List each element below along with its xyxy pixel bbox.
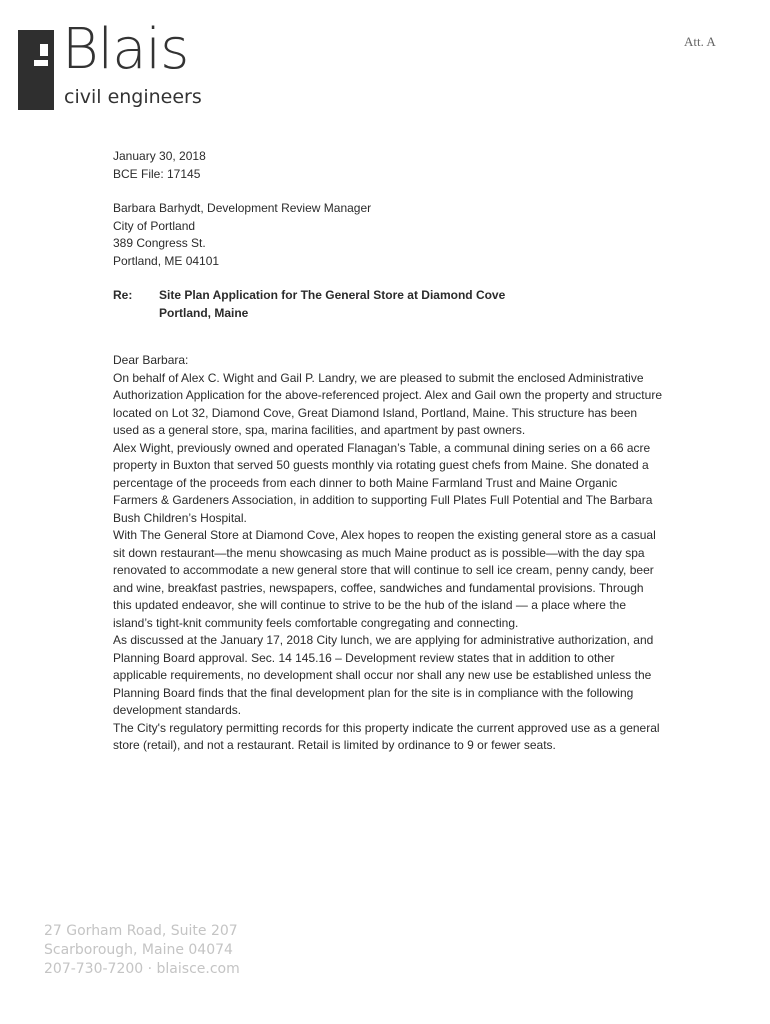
paragraph: As discussed at the January 17, 2018 City lunch, we are applying for administrative authorization, and Planning Board approval. Sec. 14 145.16 – Development review states that in addition to other applicable requirements, no development shall occur nor shall any new use be established unless the Planning Board finds that the final development plan for the site is in compliance with the following development standards. <box>113 633 654 717</box>
letter-body <box>113 148 663 755</box>
paragraph: Alex Wight, previously owned and operated Flanagan’s Table, a communal dining series on a 66 acre property in Buxton that served 50 guests monthly via rotating guest chefs from Maine. She donated a percentage of the proceeds from each dinner to both Maine Farmland Trust and Maine Organic Farmers & Gardeners Association, in addition to supporting Full Plates Full Potential and The Barbara Bush Children’s Hospital. <box>113 440 653 525</box>
footer-address <box>44 922 240 979</box>
logo-mark-icon <box>18 30 54 110</box>
footer-city: Scarborough, Maine 04074 <box>44 942 233 958</box>
date-block <box>113 148 663 183</box>
re-label: Re: <box>113 288 133 302</box>
recipient-line: City of Portland <box>113 218 196 233</box>
subject-title: Site Plan Application for The General Store at Diamond Cove <box>159 288 506 302</box>
paragraph: With The General Store at Diamond Cove, Alex hopes to reopen the existing general store as a casual sit down restaurant—the menu showcasing as much Maine product as is possible—with the day spa renovated to accommodate a new general store that will continue to sell ice cream, penny candy, beer and wine, breakfast pastries, newspapers, coffee, sandwiches and fundamental provisions. Through this updated endeavor, she will continue to strive to be the hub of the island — a place where the island’s tight-knit community feels comfortable congregating and connecting. <box>113 528 656 630</box>
subject-line <box>113 287 663 322</box>
recipient-address <box>113 200 663 270</box>
recipient-line: Barbara Barhydt, Development Review Manager <box>113 201 372 215</box>
recipient-line: Portland, ME 04101 <box>113 253 220 268</box>
salutation: Dear Barbara: <box>113 353 189 367</box>
company-logo <box>18 17 218 116</box>
logo-tagline: civil engineers <box>64 86 202 108</box>
logo-name: Blais <box>62 17 189 82</box>
subject-location: Portland, Maine <box>159 305 249 320</box>
paragraph: On behalf of Alex C. Wight and Gail P. Landry, we are pleased to submit the enclosed Administrative Authorization Application for the above-referenced project. Alex and Gail own the property and structure located on Lot 32, Diamond Cove, Great Diamond Island, Portland, Maine. This structure has been used as a general store, spa, marina facilities, and apartment by past owners. <box>113 370 662 437</box>
letter-date: January 30, 2018 <box>113 149 206 163</box>
footer-street: 27 Gorham Road, Suite 207 <box>44 923 238 939</box>
paragraph: The City's regulatory permitting records for this property indicate the current approved use as a general store (retail), and not a restaurant. Retail is limited by ordinance to 9 or fewer seats. <box>113 720 660 752</box>
footer-contact: 207-730-7200 · blaisce.com <box>44 961 240 977</box>
attachment-label: Att. A <box>684 34 716 49</box>
file-number: BCE File: 17145 <box>113 166 201 181</box>
recipient-line: 389 Congress St. <box>113 236 206 250</box>
